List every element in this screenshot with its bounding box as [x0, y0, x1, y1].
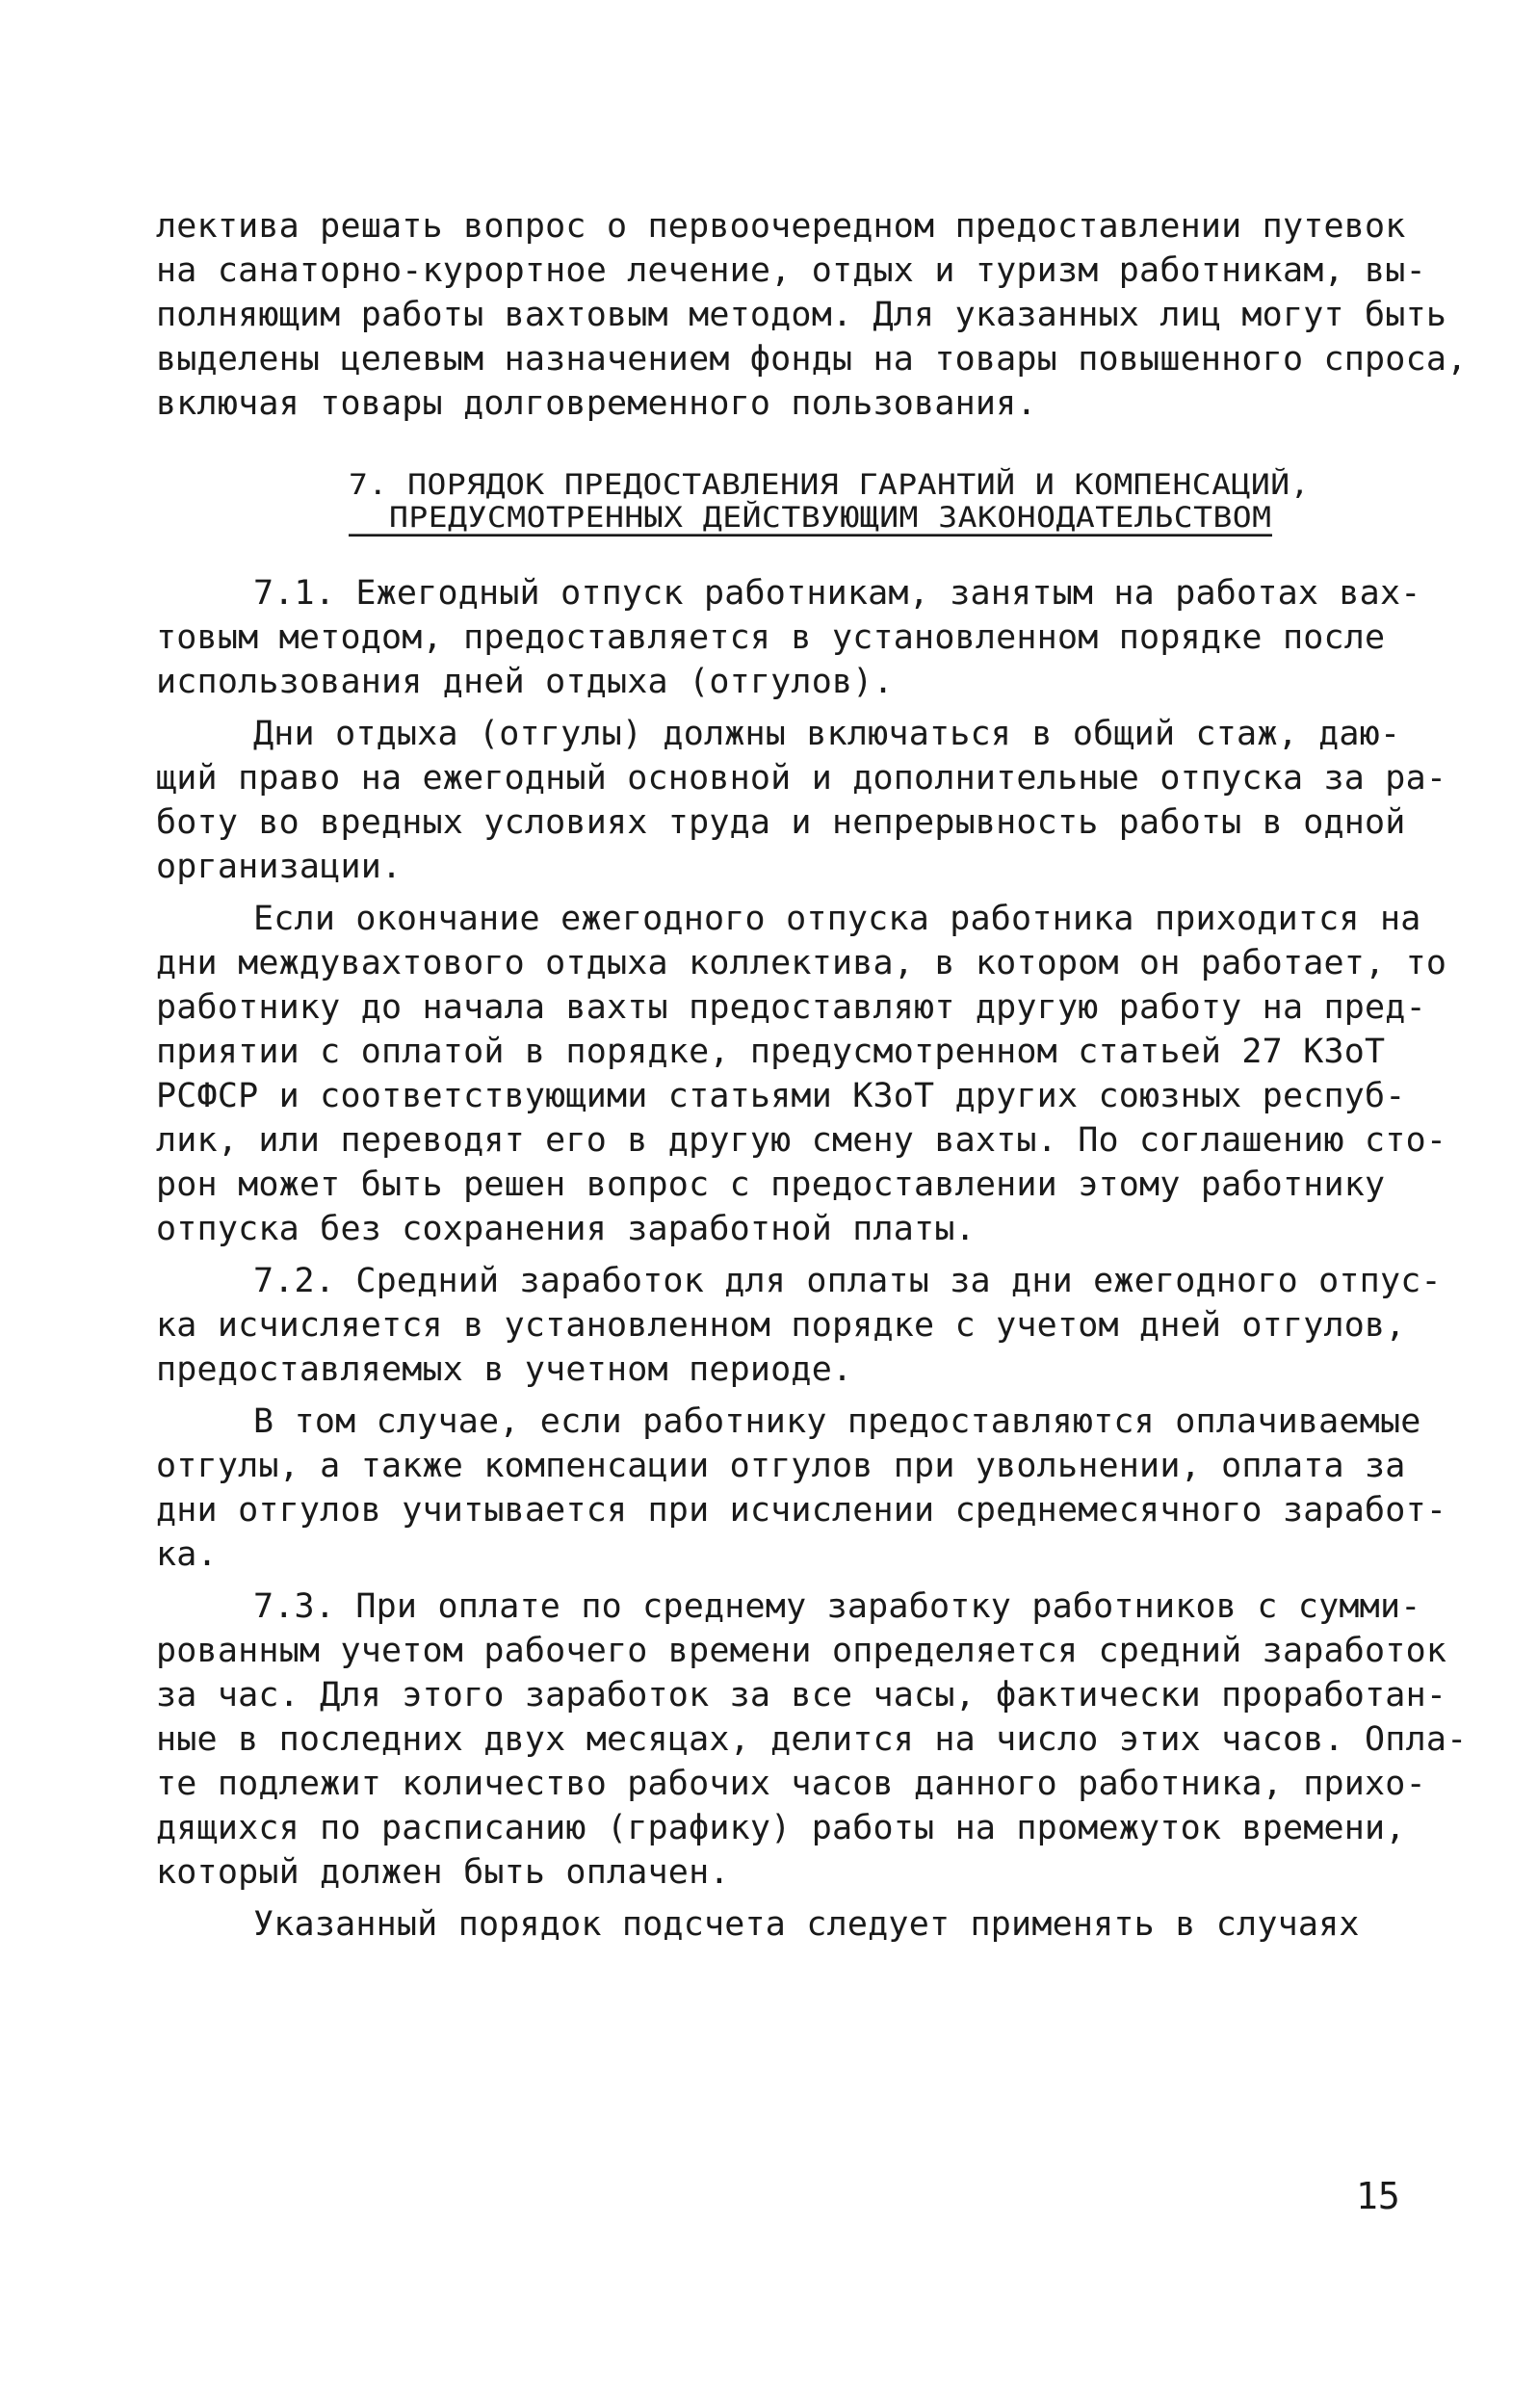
text-line: ка исчисляется в установленном порядке с учетом дней отгулов, — [156, 1306, 1406, 1345]
text-line: за час. Для этого заработок за все часы, фактически проработан- — [156, 1676, 1447, 1714]
text-line: лик, или переводят его в другую смену вахты. По соглашению сто- — [156, 1121, 1447, 1160]
paragraph-rest-days — [156, 712, 1447, 889]
paragraph-calculation — [156, 1902, 1364, 1947]
text-line: полняющим работы вахтовым методом. Для указанных лиц могут быть — [156, 296, 1447, 334]
paragraph-paid-leave — [156, 1400, 1447, 1577]
paragraph-7-2 — [156, 1259, 1442, 1392]
text-line: те подлежит количество рабочих часов данного работника, прихо- — [156, 1765, 1426, 1803]
text-line: 7.3. При оплате по среднему заработку работников с сумми- — [253, 1587, 1421, 1626]
text-line: В том случае, если работнику предоставляются оплачиваемые — [253, 1402, 1421, 1441]
text-line: лектива решать вопрос о первоочередном предоставлении путевок — [156, 207, 1406, 246]
text-line: щий право на ежегодный основной и дополнительные отпуска за ра- — [156, 759, 1447, 798]
text-line: организации. — [156, 848, 403, 886]
text-line: отпуска без сохранения заработной платы. — [156, 1210, 976, 1248]
text-line: приятии с оплатой в порядке, предусмотренном статьей 27 КЗоТ — [156, 1033, 1386, 1071]
text-line: ные в последних двух месяцах, делится на число этих часов. Опла- — [156, 1720, 1468, 1759]
text-line: Указанный порядок подсчета следует применять в случаях — [253, 1905, 1360, 1944]
text-line: выделены целевым назначением фонды на товары повышенного спроса, — [156, 340, 1468, 379]
text-line: РСФСР и соответствующими статьями КЗоТ других союзных респуб- — [156, 1077, 1406, 1115]
text-line: рованным учетом рабочего времени определяется средний заработок — [156, 1632, 1447, 1670]
text-line: 7.1. Ежегодный отпуск работникам, занятым на работах вах- — [253, 574, 1421, 613]
page-number: 15 — [1356, 2175, 1400, 2217]
paragraph-vacation-end — [156, 897, 1447, 1251]
text-line: включая товары долговременного пользования. — [156, 384, 1037, 423]
text-line: Если окончание ежегодного отпуска работника приходится на — [253, 900, 1421, 938]
section-heading-line-1: 7. ПОРЯДОК ПРЕДОСТАВЛЕНИЯ ГАРАНТИЙ И КОМПЕНСАЦИЙ, — [349, 467, 1311, 502]
text-line: дни междувахтового отдыха коллектива, в котором он работает, то — [156, 944, 1447, 982]
section-heading-line-2: ПРЕДУСМОТРЕННЫХ ДЕЙСТВУЮЩИМ ЗАКОНОДАТЕЛЬСТВОМ — [349, 503, 1272, 537]
text-line: рон может быть решен вопрос с предоставлении этому работнику — [156, 1165, 1386, 1204]
text-line: работнику до начала вахты предоставляют другую работу на пред- — [156, 988, 1426, 1027]
text-line: использования дней отдыха (отгулов). — [156, 663, 894, 701]
paragraph-7-3 — [156, 1584, 1468, 1895]
text-line: дящихся по расписанию (графику) работы на промежуток времени, — [156, 1809, 1406, 1847]
text-line: отгулы, а также компенсации отгулов при увольнении, оплата за — [156, 1447, 1406, 1485]
text-line: дни отгулов учитывается при исчислении среднемесячного заработ- — [156, 1491, 1447, 1530]
text-line: товым методом, предоставляется в установленном порядке после — [156, 618, 1386, 657]
intro-paragraph — [156, 204, 1468, 426]
text-line: который должен быть оплачен. — [156, 1853, 730, 1892]
section-heading — [156, 468, 1312, 538]
text-line: ка. — [156, 1535, 218, 1574]
text-line: боту во вредных условиях труда и непрерывность работы в одной — [156, 803, 1406, 842]
text-line: 7.2. Средний заработок для оплаты за дни ежегодного отпус- — [253, 1262, 1442, 1300]
text-line: Дни отдыха (отгулы) должны включаться в общий стаж, даю- — [253, 715, 1401, 753]
text-line: на санаторно-курортное лечение, отдых и туризм работникам, вы- — [156, 251, 1426, 290]
paragraph-7-1 — [156, 571, 1421, 704]
text-line: предоставляемых в учетном периоде. — [156, 1350, 853, 1389]
